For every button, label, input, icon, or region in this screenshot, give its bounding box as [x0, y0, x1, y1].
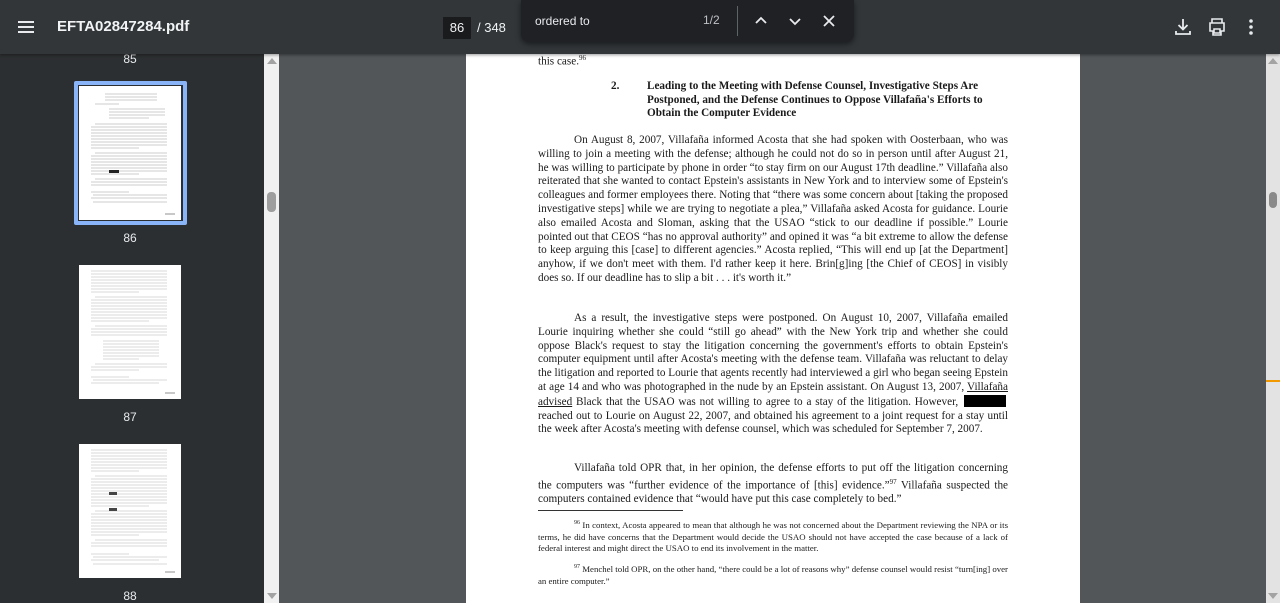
thumbnail-label: 87 [123, 410, 137, 424]
page-number-input[interactable] [443, 17, 471, 39]
find-input[interactable] [535, 12, 695, 30]
scroll-up-icon[interactable] [1268, 58, 1278, 64]
footnote-97-text: Menchel told OPR, on the other hand, “there could be a lot of reasons why” defense counsel would resist “turn[ing] over an entire computer.” [538, 563, 1008, 586]
scroll-down-icon[interactable] [267, 593, 277, 599]
paragraph-2-text-c: reached out to Lourie on August 22, 2007, and obtained his agreement to a joint request for a stay until the week after Acosta's meeting with defense counsel, which was scheduled for September 7, 2007. [538, 409, 1008, 436]
redaction-box [964, 395, 1006, 407]
find-match-count: 1/2 [703, 13, 720, 27]
scroll-thumb[interactable] [1269, 192, 1277, 208]
more-options-icon[interactable] [1239, 15, 1263, 39]
footnote-number: 96 [574, 520, 580, 526]
paragraph-1: On August 8, 2007, Villafaña informed Acosta that she had spoken with Oosterbaan, who was willing to join a meeting with the defense; although he could not do so in person until after August 21, he was willing to participate by phone in order “to stay firm on our August 17th deadline.” Villafaña also reiterated that she wanted to contact Epstein's assistants in New York and to interview some of Epstein's colleagues and former employees there. Noting that “there was some concern about [taking the proposed investigative steps] while we are trying to negotiate a plea,” Villafaña asked Acosta for guidance. Lourie also emailed Acosta and Sloman, asking that the USAO “stick to our deadline if possible.” Lourie pointed out that CEOS “has no approval authority” and opined it was “a bit extreme to allow the defense to keep arguing this [case] to different agencies.” Acosta replied, “This will end up [at the Department] anyhow, if we don't meet with them. I'd rather keep it here. Brin[g]ing [the Chief of CEOS] in visibly does so. If our deadline has to slip a bit . . . it's worth it.” [538, 134, 1008, 284]
scroll-up-icon[interactable] [267, 58, 277, 64]
thumbnail-label: 86 [123, 231, 137, 245]
section-heading: Leading to the Meeting with Defense Counsel, Investigative Steps Are Postponed, and the Defense Continues to Oppose Villafaña's Efforts to Obtain the Computer Evidence [647, 80, 983, 120]
find-bar [521, 0, 854, 42]
scroll-down-icon[interactable] [1268, 593, 1278, 599]
paragraph-2-text-a: As a result, the investigative steps were postponed. On August 10, 2007, Villafaña emailed Lourie inquiring whether she could “still go ahead” with the New York trip and whether she could oppose Black's request to stay the litigation concerning the government's efforts to obtain Epstein's computer equipment until after Acosta's meeting with the defense team. Villafaña was reluctant to delay the litigation and reported to Lourie that agents recently had interviewed a girl who began seeing Epstein at age 14 and who was photographed in the nude by an Epstein assistant. On August 13, 2007, [538, 312, 1008, 393]
footnote-96 [538, 518, 1008, 555]
search-match-marker [1266, 380, 1280, 382]
paragraph-3 [538, 462, 1008, 507]
top-line-text: this case. [538, 55, 580, 68]
top-line [538, 54, 1008, 70]
thumbnail-page-88-preview [79, 444, 181, 578]
thumbnail-label: 88 [123, 589, 137, 603]
footnote-96-text: In context, Acosta appeared to mean that although he was not concerned about the Department reviewing the NPA or its terms, he did have concerns that the Department would decide the USAO should not have accepted the case because of a lack of federal interest and might direct the USAO to end its involvement in the matter. [538, 519, 1008, 554]
find-next-icon[interactable] [783, 9, 807, 33]
paragraph-2 [538, 312, 1008, 437]
thumbnail-page-86-preview [79, 86, 181, 220]
paragraph-3-text-b: Villafaña suspected the computers contained evidence that “would have put this case completely to bed.” [538, 479, 1008, 506]
thumbnail-page-86[interactable] [79, 86, 181, 220]
sidebar-scrollbar[interactable] [264, 54, 279, 603]
find-divider [737, 6, 738, 36]
footnote-97 [538, 562, 1008, 587]
thumbnail-page-88[interactable] [79, 444, 181, 578]
print-icon[interactable] [1205, 15, 1229, 39]
thumbnail-page-87[interactable] [79, 265, 181, 399]
page-total: / 348 [477, 20, 506, 35]
scroll-thumb[interactable] [267, 192, 276, 212]
thumbnail-label: 85 [123, 54, 137, 66]
find-close-icon[interactable] [817, 9, 841, 33]
footnote-number: 97 [574, 564, 580, 570]
download-icon[interactable] [1171, 15, 1195, 39]
paragraph-3-text-a: Villafaña told OPR that, in her opinion, the defense efforts to put off the litigation concerning the computers was “further evidence of the importance of [this] evidence.” [538, 462, 1008, 492]
thumbnail-sidebar [0, 54, 264, 603]
main-scrollbar[interactable] [1266, 54, 1280, 603]
footnote-divider [538, 510, 683, 511]
find-previous-icon[interactable] [749, 9, 773, 33]
menu-icon[interactable] [14, 15, 38, 39]
document-page [466, 54, 1080, 603]
footnote-ref: 97 [889, 477, 897, 486]
document-title: EFTA02847284.pdf [57, 18, 190, 35]
thumbnail-page-87-preview [79, 265, 181, 399]
search-match-highlight: Villafaña advised [538, 380, 1008, 408]
footnote-ref: 96 [579, 54, 587, 62]
section-number: 2. [611, 80, 620, 92]
paragraph-2-text-b: Black that the USAO was not willing to agree to a stay of the litigation. However, [572, 395, 962, 408]
